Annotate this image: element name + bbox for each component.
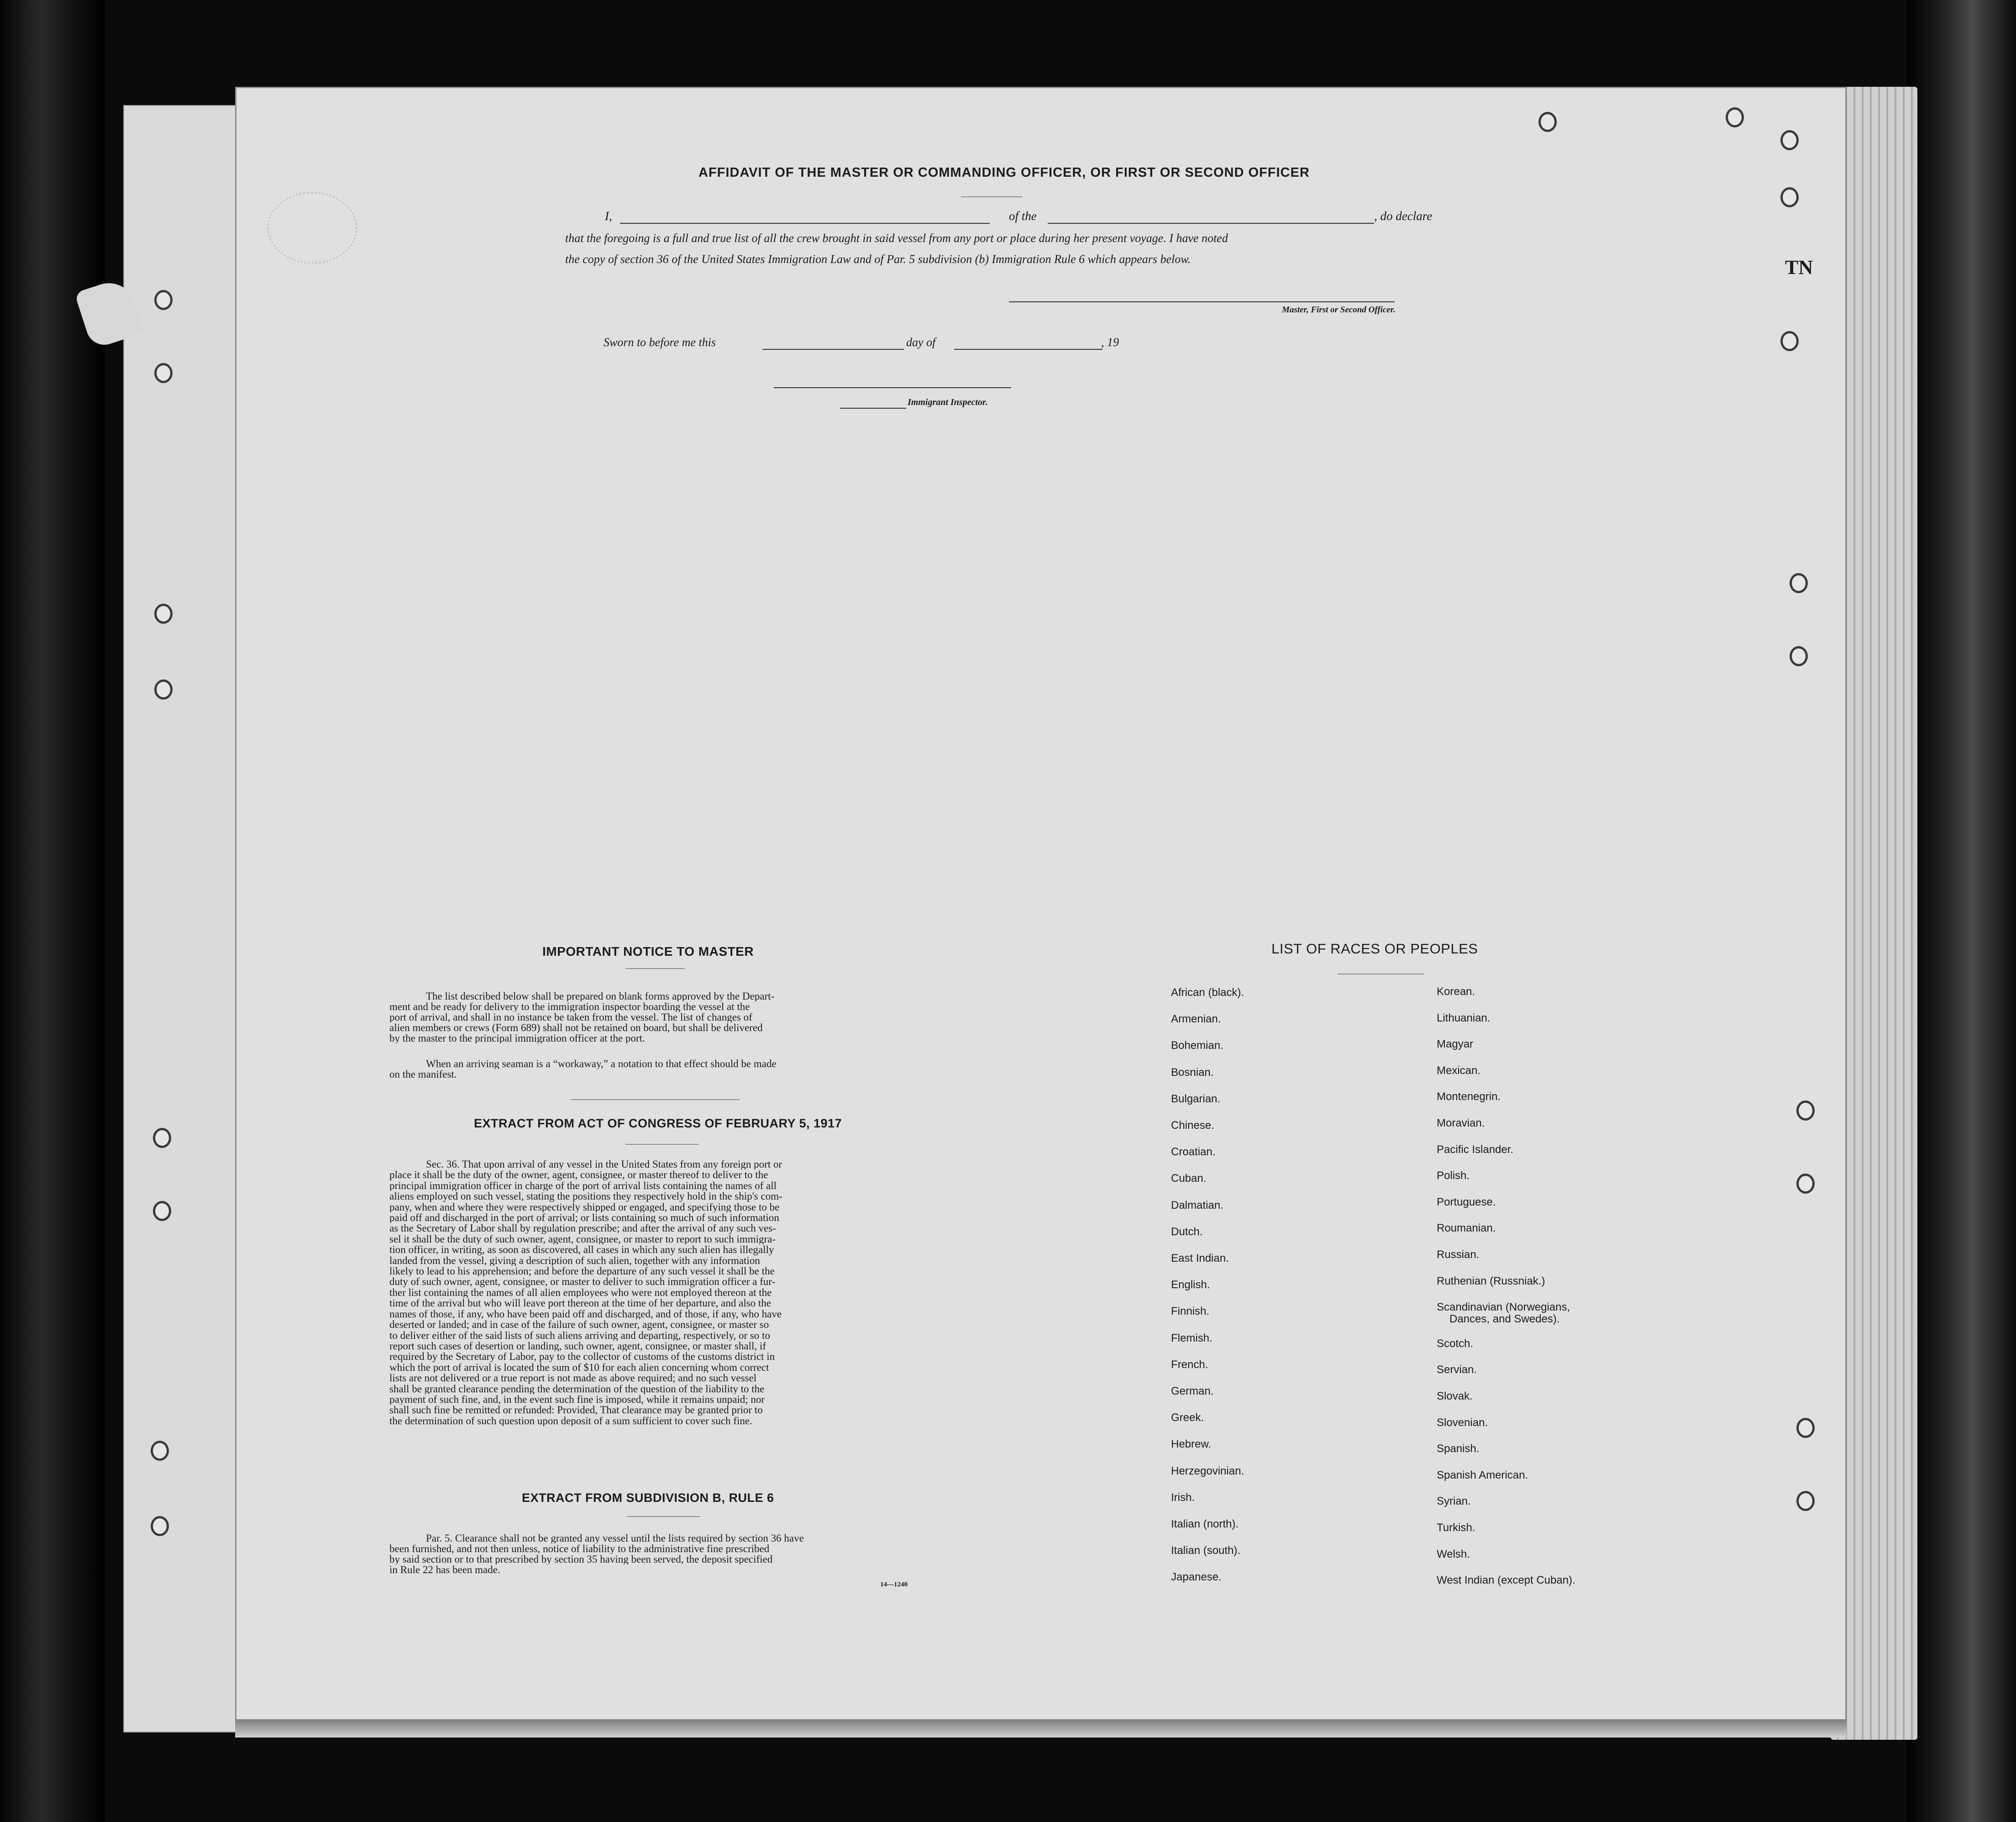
form-number: 14—1240 [880, 1581, 908, 1588]
notice-paragraph-1 [389, 991, 917, 1043]
race-item: Pacific Islander. [1437, 1143, 1514, 1156]
punch-hole [1780, 130, 1799, 150]
notice-paragraph-2 [389, 1058, 917, 1080]
race-item: Spanish American. [1437, 1469, 1528, 1481]
text-line: tion officer, in writing, as soon as discovered, all cases in which any such alien has illegally [389, 1244, 774, 1255]
signature-line[interactable] [1009, 301, 1395, 302]
punch-hole [1790, 573, 1808, 593]
extract-rule-text [389, 1533, 919, 1575]
race-item: Cuban. [1171, 1172, 1207, 1185]
race-item: Polish. [1437, 1169, 1470, 1182]
punch-hole [1796, 1418, 1815, 1438]
text-line: Sec. 36. That upon arrival of any vessel in the United States from any foreign port or [426, 1159, 782, 1170]
punch-hole [151, 1516, 169, 1536]
text-line: deserted or landed; and in case of the failure of such owner, agent, consignee, or master so [389, 1319, 769, 1330]
punch-hole [151, 1441, 169, 1461]
race-item: Bohemian. [1171, 1039, 1223, 1052]
sworn-date-blank[interactable] [762, 349, 904, 350]
race-item: West Indian (except Cuban). [1437, 1574, 1575, 1587]
punch-hole [1790, 646, 1808, 666]
text-line: The list described below shall be prepared on blank forms approved by the Depart- [426, 991, 775, 1001]
inspector-underline [840, 408, 906, 409]
text-line: likely to lead to his apprehension; and before the departure of any such vessel it shall be the [389, 1266, 775, 1277]
race-item: Italian (south). [1171, 1544, 1241, 1557]
inspector-signature-line[interactable] [774, 387, 1011, 388]
text-line: ther list containing the names of all alien employees who were not employed thereon at the [389, 1287, 772, 1298]
race-item: African (black). [1171, 986, 1244, 999]
text-line: alien members or crews (Form 689) shall not be retained on board, but shall be delivered [389, 1022, 763, 1033]
text-line: by said section or to that prescribed by section 35 having been served, the deposit specified [389, 1554, 773, 1564]
punch-hole [1538, 112, 1557, 132]
race-item: Chinese. [1171, 1119, 1214, 1132]
race-item: Finnish. [1171, 1305, 1210, 1318]
affidavit-title: AFFIDAVIT OF THE MASTER OR COMMANDING OFFICER, OR FIRST OR SECOND OFFICER [698, 165, 1310, 180]
text-line: ment and be ready for delivery to the immigration inspector boarding the vessel at the [389, 1001, 750, 1012]
race-item: French. [1171, 1358, 1208, 1371]
extract-act-text [389, 1159, 919, 1426]
page-bottom-edge [235, 1719, 1847, 1738]
notice-title: IMPORTANT NOTICE TO MASTER [542, 944, 754, 958]
text-line: pany, when and where they were respectively shipped or engaged, and specifying those to be [389, 1201, 780, 1213]
extract-act-title: EXTRACT FROM ACT OF CONGRESS OF FEBRUARY 5, 1917 [474, 1116, 842, 1130]
divider [627, 1516, 700, 1517]
text-line: lists are not delivered or a true report is not made as above required; and no such vessel [389, 1373, 757, 1384]
sworn-day-of: day of [906, 336, 936, 349]
text-line: by the master to the principal immigration officer at the port. [389, 1033, 645, 1043]
text-line: paid off and discharged in the port of arrival; or lists containing so much of such information [389, 1212, 779, 1223]
divider [625, 1144, 698, 1145]
affidavit-do-declare: , do declare [1374, 209, 1433, 223]
text-line: in Rule 22 has been made. [389, 1564, 500, 1575]
signature-label: Master, First or Second Officer. [1282, 305, 1396, 315]
affidavit-of-the: of the [1009, 209, 1037, 223]
race-item: Ruthenian (Russniak.) [1437, 1274, 1545, 1287]
race-item: Slovak. [1437, 1390, 1473, 1402]
race-item: Turkish. [1437, 1522, 1475, 1534]
race-item: Slovenian. [1437, 1416, 1488, 1429]
race-item: Magyar [1437, 1038, 1474, 1051]
punch-hole [154, 604, 173, 624]
text-line: shall be granted clearance pending the determination of the question of the liability to the [389, 1383, 765, 1394]
race-item: Welsh. [1437, 1548, 1470, 1560]
race-item: Russian. [1437, 1248, 1480, 1261]
manifest-page [235, 87, 1847, 1724]
text-line: required by the Secretary of Labor, pay to the collector of customs of the customs district in [389, 1351, 775, 1362]
text-line: on the manifest. [389, 1069, 457, 1080]
punch-hole [1796, 1491, 1815, 1511]
race-item: East Indian. [1171, 1252, 1229, 1264]
race-item: German. [1171, 1385, 1214, 1397]
race-item: Flemish. [1171, 1332, 1213, 1344]
punch-hole [1726, 107, 1744, 127]
race-item: Montenegrin. [1437, 1090, 1501, 1103]
race-item: Korean. [1437, 985, 1475, 998]
punch-hole [1780, 331, 1799, 351]
extract-rule-title: EXTRACT FROM SUBDIVISION B, RULE 6 [522, 1491, 774, 1505]
text-line: time of the arrival but who will leave port thereon at the time of her departure, and also the [389, 1298, 772, 1309]
race-item: Italian (north). [1171, 1518, 1239, 1530]
affidavit-line3: the copy of section 36 of the United States Immigration Law and of Par. 5 subdivision (b) Immigration Rule 6 which appears below. [565, 253, 1191, 266]
race-item: Armenian. [1171, 1013, 1221, 1026]
embossed-seal [267, 192, 357, 264]
text-line: been furnished, and not then unless, notice of liability to the administrative fine prescribed [389, 1543, 770, 1554]
text-line: duty of such owner, agent, consignee, or master to deliver to such immigration officer a fur- [389, 1276, 776, 1287]
race-item: Croatian. [1171, 1146, 1216, 1158]
text-line: payment of such fine, and, in the event such fine is imposed, while it remains unpaid; nor [389, 1394, 765, 1405]
race-item: English. [1171, 1279, 1210, 1291]
text-line: landed from the vessel, giving a description of such alien, together with any information [389, 1255, 760, 1266]
text-line: aliens employed on such vessel, stating the positions they respectively hold in the ship's com- [389, 1191, 782, 1202]
text-line: When an arriving seaman is a “workaway,” a notation to that effect should be made [426, 1058, 777, 1069]
text-line: to deliver either of the said lists of such aliens arriving and departing, respectively, or so to [389, 1330, 770, 1341]
sworn-prefix: Sworn to before me this [604, 336, 716, 349]
race-item: Scandinavian (Norwegians, [1437, 1301, 1570, 1314]
sworn-month-blank[interactable] [954, 349, 1102, 350]
sworn-year: , 19 [1101, 336, 1119, 349]
text-line: place it shall be the duty of the owner, agent, consignee, or master thereof to deliver to the [389, 1169, 768, 1180]
race-item: Moravian. [1437, 1117, 1485, 1129]
race-item: Bosnian. [1171, 1066, 1214, 1079]
text-line: names of those, if any, who have been paid off and discharged, and of those, if any, who have [389, 1308, 782, 1320]
punch-hole [1780, 187, 1799, 207]
punch-hole [153, 1201, 171, 1221]
race-item: Irish. [1171, 1491, 1195, 1504]
divider [625, 968, 685, 969]
text-line: which the port of arrival is located the sum of $10 for each alien concerning whom correct [389, 1362, 769, 1373]
race-item: Scotch. [1437, 1337, 1474, 1350]
text-line: the determination of such question upon deposit of a sum sufficient to cover such fine. [389, 1415, 752, 1427]
page-handwritten-mark: TN [1785, 256, 1813, 279]
text-line: port of arrival, and shall in no instance be taken from the vessel. The list of changes of [389, 1012, 752, 1022]
text-line: as the Secretary of Labor shall by regulation prescribe; and after the arrival of any such ves- [389, 1223, 776, 1234]
race-item: Lithuanian. [1437, 1011, 1491, 1024]
binder-edge-left [0, 0, 105, 1822]
affidavit-line2: that the foregoing is a full and true list of all the crew brought in said vessel from any port or place during her present voyage. I have noted [565, 232, 1228, 245]
punch-hole [154, 290, 173, 310]
race-item: Servian. [1437, 1364, 1477, 1376]
race-item: Mexican. [1437, 1064, 1481, 1077]
race-item: Dutch. [1171, 1225, 1203, 1238]
affidavit-i: I, [605, 209, 612, 223]
inspector-label: Immigrant Inspector. [908, 397, 988, 407]
race-item: Dances, and Swedes). [1449, 1313, 1560, 1326]
divider [571, 1099, 740, 1100]
punch-hole [153, 1128, 171, 1148]
text-line: Par. 5. Clearance shall not be granted any vessel until the lists required by section 36 have [426, 1533, 804, 1543]
race-item: Syrian. [1437, 1495, 1471, 1508]
punch-hole [1796, 1101, 1815, 1121]
race-item: Bulgarian. [1171, 1092, 1221, 1105]
race-item: Roumanian. [1437, 1222, 1496, 1235]
text-line: shall such fine be remitted or refunded: Provided, That clearance may be granted prior to [389, 1405, 763, 1416]
race-item: Spanish. [1437, 1443, 1480, 1455]
text-line: principal immigration officer in charge of the port of arrival lists containing the names of all [389, 1180, 777, 1191]
race-item: Dalmatian. [1171, 1199, 1223, 1211]
punch-hole [154, 363, 173, 383]
vessel-blank[interactable] [1048, 223, 1374, 224]
text-line: sel it shall be the duty of such owner, agent, consignee, or master to report to such immigra- [389, 1233, 776, 1245]
punch-hole [154, 679, 173, 700]
binder-edge-right [1906, 0, 2016, 1822]
divider [961, 196, 1023, 197]
text-line: report such cases of desertion or landing, such owner, agent, consignee, or master shall, if [389, 1340, 766, 1352]
race-item: Herzegovinian. [1171, 1464, 1244, 1477]
race-item: Hebrew. [1171, 1438, 1212, 1451]
race-item: Portuguese. [1437, 1195, 1496, 1208]
races-title: LIST OF RACES OR PEOPLES [1271, 941, 1478, 957]
race-item: Greek. [1171, 1411, 1204, 1424]
race-item: Japanese. [1171, 1571, 1222, 1584]
punch-hole [1796, 1174, 1815, 1194]
name-blank[interactable] [620, 223, 990, 224]
